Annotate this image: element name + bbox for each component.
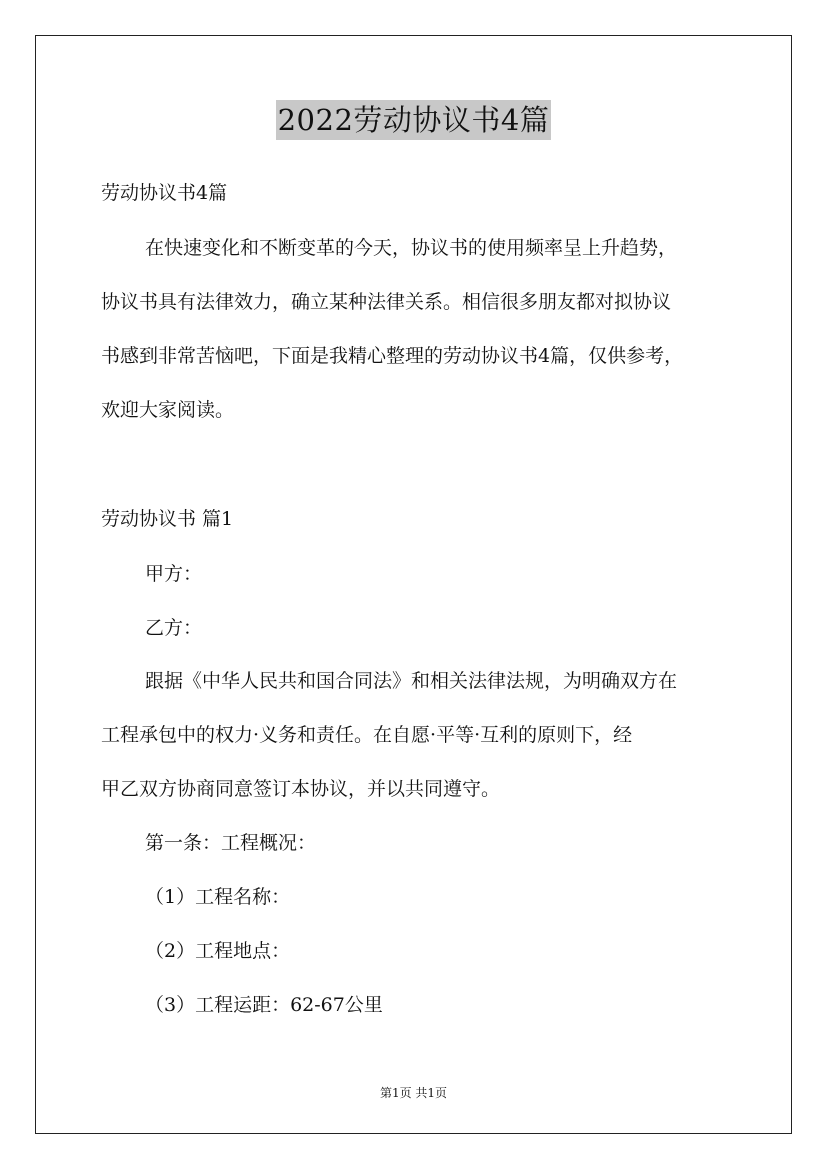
- intro-line: 在快速变化和不断变革的今天，协议书的使用频率呈上升趋势，: [145, 237, 678, 259]
- body-line: 工程承包中的权力·义务和责任。在自愿·平等·互利的原则下，经: [101, 724, 633, 746]
- subtitle: 劳动协议书4篇: [101, 182, 228, 204]
- intro-line: 协议书具有法律效力，确立某种法律关系。相信很多朋友都对拟协议: [101, 291, 672, 313]
- body-line: 甲乙双方协商同意签订本协议，并以共同遵守。: [101, 778, 501, 800]
- intro-line: 欢迎大家阅读。: [101, 399, 235, 421]
- section-heading: 劳动协议书 篇1: [101, 508, 234, 530]
- list-item: （2）工程地点：: [145, 940, 291, 962]
- page-footer: 第1页 共1页: [379, 1086, 448, 1100]
- list-item: （1）工程名称：: [145, 886, 291, 908]
- title-container: [0, 100, 827, 140]
- party-a-label: 甲方：: [145, 563, 203, 585]
- intro-line: 书感到非常苦恼吧，下面是我精心整理的劳动协议书4篇，仅供参考，: [101, 345, 684, 367]
- party-b-label: 乙方：: [145, 617, 203, 639]
- article-heading: 第一条：工程概况：: [145, 832, 317, 854]
- document-title: 2022劳动协议书4篇: [276, 100, 552, 140]
- list-item: （3）工程运距：62-67公里: [145, 994, 383, 1016]
- body-line: 跟据《中华人民共和国合同法》和相关法律法规，为明确双方在: [145, 670, 678, 692]
